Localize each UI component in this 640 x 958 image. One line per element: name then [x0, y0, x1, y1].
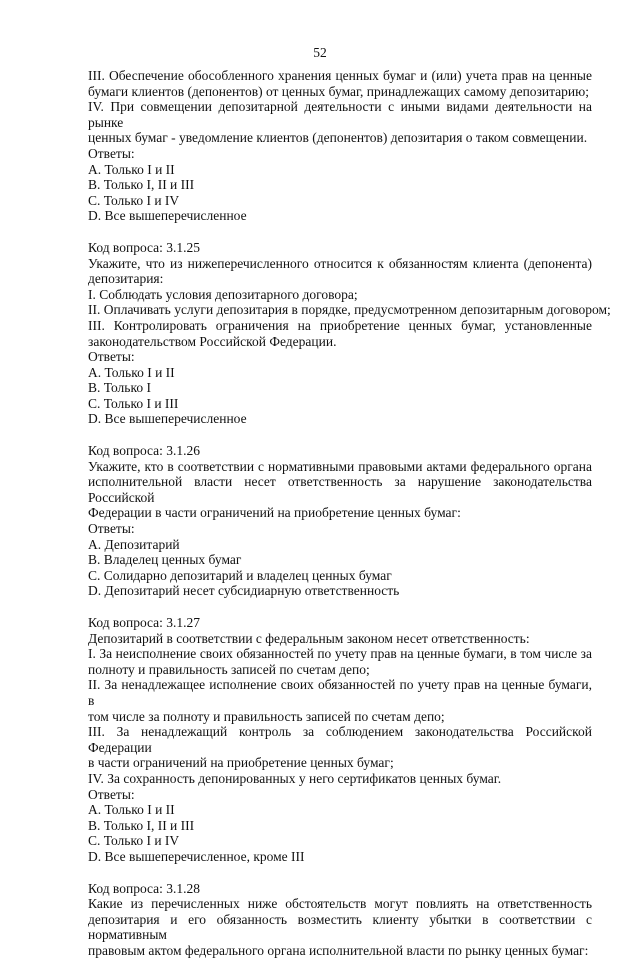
answer-option: C. Только I и IV	[88, 833, 592, 849]
question-line: III. За ненадлежащий контроль за соблюдением законодательства Российской Федерации	[88, 724, 592, 755]
section-gap	[88, 427, 592, 443]
question-code: Код вопроса: 3.1.25	[88, 240, 592, 256]
section-gap	[88, 599, 592, 615]
answers-label: Ответы:	[88, 521, 592, 537]
answer-option: B. Только I, II и III	[88, 818, 592, 834]
question-line: II. За ненадлежащее исполнение своих обязанностей по учету прав на ценные бумаги, в	[88, 677, 592, 708]
intro-line: IV. При совмещении депозитарной деятельности с иными видами деятельности на рынке	[88, 99, 592, 130]
page-number: 52	[0, 45, 640, 61]
question-line: I. Соблюдать условия депозитарного договора;	[88, 287, 592, 303]
question-line: Укажите, что из нижеперечисленного относится к обязанностям клиента (депонента)	[88, 256, 592, 272]
answers-label: Ответы:	[88, 787, 592, 803]
answers-label: Ответы:	[88, 146, 592, 162]
answers-label: Ответы:	[88, 349, 592, 365]
question-line: I. За неисполнение своих обязанностей по учету прав на ценные бумаги, в том числе за	[88, 646, 592, 662]
answer-option: B. Только I, II и III	[88, 177, 592, 193]
question-line: полноту и правильность записей по счетам депо;	[88, 662, 592, 678]
answer-option: D. Депозитарий несет субсидиарную ответственность	[88, 583, 592, 599]
question-block	[88, 443, 592, 599]
answer-option: C. Только I и III	[88, 396, 592, 412]
answer-option: A. Только I и II	[88, 162, 592, 178]
answer-option: A. Депозитарий	[88, 537, 592, 553]
question-line: II. Оплачивать услуги депозитария в порядке, предусмотренном депозитарным договором;	[88, 302, 592, 318]
answer-option: A. Только I и II	[88, 365, 592, 381]
question-line: правовым актом федерального органа исполнительной власти по рынку ценных бумаг:	[88, 943, 592, 958]
intro-line: бумаги клиентов (депонентов) от ценных бумаг, принадлежащих самому депозитарию;	[88, 84, 592, 100]
question-line: законодательством Российской Федерации.	[88, 334, 592, 350]
question-line: в части ограничений на приобретение ценных бумаг;	[88, 755, 592, 771]
document-body	[88, 68, 592, 958]
question-line: том числе за полноту и правильность записей по счетам депо;	[88, 709, 592, 725]
question-code: Код вопроса: 3.1.27	[88, 615, 592, 631]
question-block	[88, 881, 592, 958]
intro-line: III. Обеспечение обособленного хранения ценных бумаг и (или) учета прав на ценные	[88, 68, 592, 84]
answer-option: C. Только I и IV	[88, 193, 592, 209]
answer-option: D. Все вышеперечисленное	[88, 411, 592, 427]
question-code: Код вопроса: 3.1.28	[88, 881, 592, 897]
question-line: депозитария:	[88, 271, 592, 287]
question-line: Федерации в части ограничений на приобретение ценных бумаг:	[88, 505, 592, 521]
answer-option: B. Владелец ценных бумаг	[88, 552, 592, 568]
answer-option: B. Только I	[88, 380, 592, 396]
question-line: IV. За сохранность депонированных у него сертификатов ценных бумаг.	[88, 771, 592, 787]
question-line: Какие из перечисленных ниже обстоятельств могут повлиять на ответственность	[88, 896, 592, 912]
intro-block	[88, 68, 592, 224]
question-block	[88, 615, 592, 865]
answer-option: A. Только I и II	[88, 802, 592, 818]
section-gap	[88, 865, 592, 881]
answer-option: C. Солидарно депозитарий и владелец ценных бумаг	[88, 568, 592, 584]
question-line: депозитария и его обязанность возместить клиенту убытки в соответствии с нормативным	[88, 912, 592, 943]
question-line: Депозитарий в соответствии с федеральным законом несет ответственность:	[88, 631, 592, 647]
answer-option: D. Все вышеперечисленное	[88, 208, 592, 224]
answer-option: D. Все вышеперечисленное, кроме III	[88, 849, 592, 865]
section-gap	[88, 224, 592, 240]
question-line: III. Контролировать ограничения на приобретение ценных бумаг, установленные	[88, 318, 592, 334]
question-code: Код вопроса: 3.1.26	[88, 443, 592, 459]
question-line: исполнительной власти несет ответственность за нарушение законодательства Российской	[88, 474, 592, 505]
intro-line: ценных бумаг - уведомление клиентов (депонентов) депозитария о таком совмещении.	[88, 130, 592, 146]
question-line: Укажите, кто в соответствии с нормативными правовыми актами федерального органа	[88, 459, 592, 475]
question-block	[88, 240, 592, 427]
